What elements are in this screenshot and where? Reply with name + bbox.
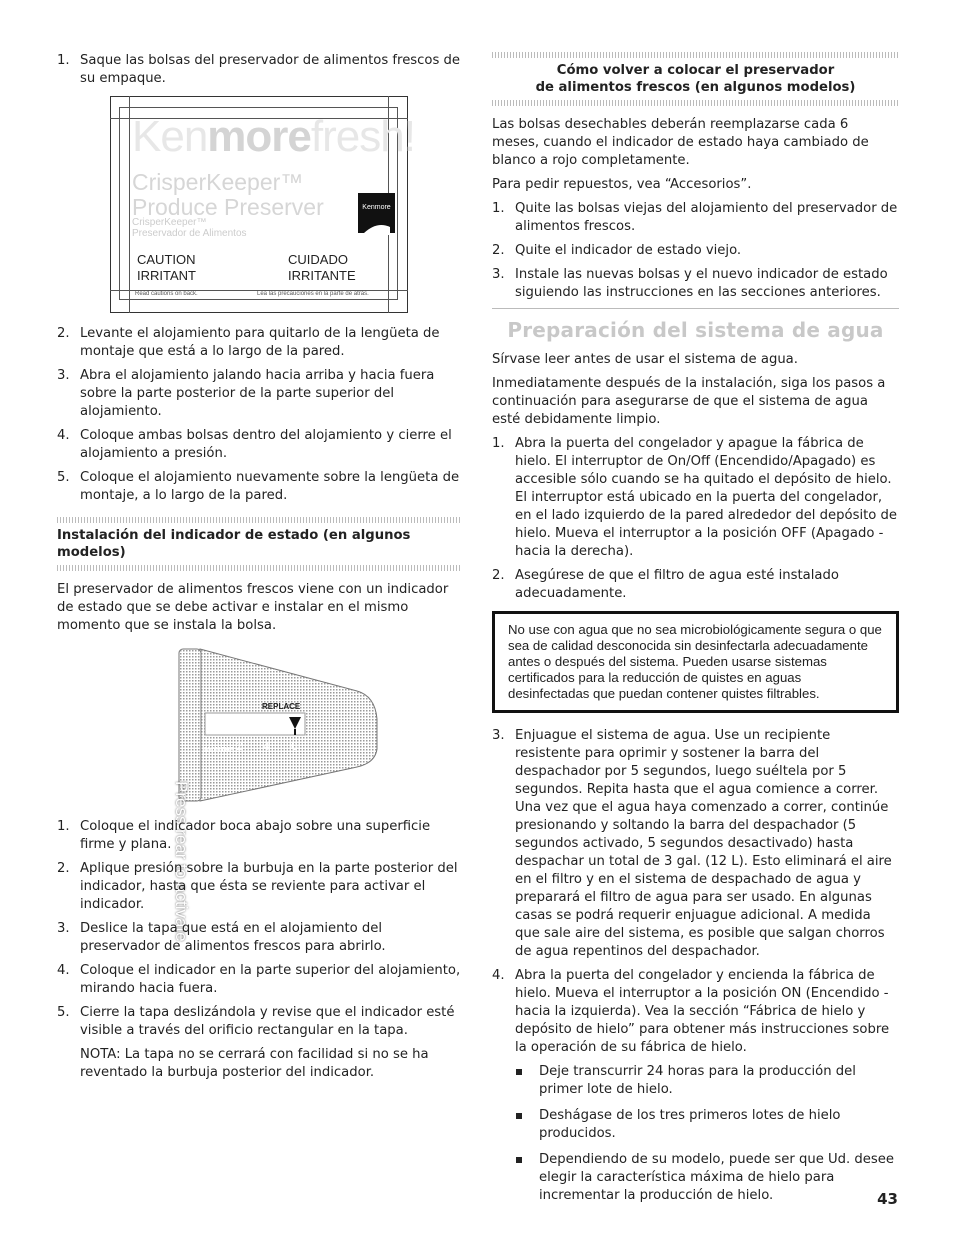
section-heading-replace: Cómo volver a colocar el preservador de alimentos frescos (en algunos modelos) [535, 63, 856, 95]
step-list-bag [57, 52, 462, 88]
month-tick-4: 4 [263, 739, 270, 753]
divider [492, 308, 899, 309]
list-item: 1. Coloque el indicador boca abajo sobre una superficie firme y plana. [57, 819, 431, 852]
caution-english: CAUTION IRRITANT [137, 252, 196, 283]
list-item [57, 52, 462, 88]
paragraph: Inmediatamente después de la instalación, siga los pasos a continuación para asegurarse de que el sistema de agua esté debidamente limpio. [492, 376, 886, 427]
section-title-water-system: Preparación del sistema de agua [507, 318, 884, 342]
paragraph: Sírvase leer antes de usar el sistema de agua. [492, 352, 798, 367]
logo-swoosh-icon [362, 219, 392, 237]
fine-print-english: Read cautions on back. [135, 291, 198, 297]
list-item: 4. Coloque ambas bolsas dentro del alojamiento y cierre el alojamiento a presión. [57, 428, 452, 461]
month-tick-2: 2 [236, 739, 243, 753]
list-item: 5. Coloque el alojamiento nuevamente sobre la lengüeta de montaje, a lo largo de la pared. [57, 470, 460, 503]
list-item: 3. Enjuague el sistema de agua. Use un recipiente resistente para oprimir y sostener la barra del despachador por 5 segundos, luego suéltela por 5 segundos. Repita hasta que el agua comience a correr. Una vez que el agua haya comenzado a correr, continúe presionando y soltando la barra del despachador (5 segundos activado, 5 segundos desactivado) hasta despachar un total de 3 gal. (12 L). Esto eliminará el aire en el filtro y en el sistema de despachado de agua y preparará el filtro de agua para ser usado. En algunas casas se podrá requerir enjuague adicional. A medida que sale aire del sistema, es posible que salgan chorros de agua repentinos del despachador. [492, 728, 892, 959]
list-item: 3. Abra el alojamiento jalando hacia arriba y hacia fuera sobre la parte posterior de la parte superior del alojamiento. [57, 368, 435, 419]
section-heading-indicator: Instalación del indicador de estado (en algunos modelos) [57, 528, 411, 560]
divider [57, 565, 462, 571]
paragraph: Para pedir repuestos, vea “Accesorios”. [492, 177, 752, 192]
list-item: 5. Cierre la tapa deslizándola y revise que el indicador esté visible a través del orificio rectangular en la tapa. [57, 1005, 455, 1038]
list-item: Dependiendo de su modelo, puede ser que Ud. desee elegir la característica máxima de hielo para incrementar la producción de hielo. [492, 1151, 899, 1205]
list-item: 2. Levante el alojamiento para quitarlo de la lengüeta de montaje que está a lo largo de la pared. [57, 326, 440, 359]
bullet-square-icon [516, 1069, 522, 1075]
list-item: 2. Aplique presión sobre la burbuja en la parte posterior del indicador, hasta que ésta se reviente para activar el indicador. [57, 861, 458, 912]
replace-label: REPLACE [262, 702, 301, 711]
product-name-small: CrisperKeeper™ Preservador de Alimentos [132, 217, 247, 239]
indicator-intro: El preservador de alimentos frescos viene con un indicador de estado que se debe activar e instalar en el mismo momento que se instala la bolsa. [57, 582, 449, 633]
step-list-replace [492, 200, 899, 302]
kenmore-logo: Kenmore [358, 193, 395, 233]
step-text: Saque las bolsas del preservador de alimentos frescos de su empaque. [80, 53, 461, 86]
list-item: 1. Abra la puerta del congelador y apague la fábrica de hielo. El interruptor de On/Off (Encendido/Apagado) es accesible sólo cuando se ha quitado el depósito de hielo. El interruptor está ubicado en la puerta del congelador, en el lado izquierdo de la pared alrededor del depósito de hielo. Mueva el interruptor a la posición OFF (Apagado - hacia la derecha). [492, 436, 898, 559]
divider [57, 517, 462, 523]
activate-instruction: Press rear to activate [172, 781, 191, 942]
bullet-square-icon [516, 1113, 522, 1119]
month-tick-6: 6 [291, 739, 298, 753]
divider [492, 100, 899, 106]
product-name: CrisperKeeper™ Produce Preserver [132, 169, 324, 220]
list-item: 3. Instale las nuevas bolsas y el nuevo indicador de estado siguiendo las instrucciones en las secciones anteriores. [492, 267, 888, 300]
left-column [57, 52, 462, 1088]
step-list-housing [57, 325, 462, 505]
bullet-list [492, 1063, 899, 1205]
list-item: Deje transcurrir 24 horas para la producción del primer lote de hielo. [492, 1063, 899, 1099]
fine-print-spanish: Lea las precauciones en la parte de atrás. [257, 291, 369, 297]
step-list-indicator [57, 818, 462, 1040]
list-item: 3. Deslice la tapa que está en el alojamiento del preservador de alimentos frescos para abrirlo. [57, 921, 386, 954]
brand-logo-text: Kenmorefresh! [132, 112, 415, 161]
paragraph: Las bolsas desechables deberán reemplazarse cada 6 meses, cuando el indicador de estado haya cambiado de blanco a rojo completamente. [492, 117, 869, 168]
divider [492, 52, 899, 58]
note: NOTA: La tapa no se cerrará con facilidad si no se ha reventado la burbuja posterior del indicador. [80, 1047, 429, 1080]
caution-spanish: CUIDADO IRRITANTE [288, 252, 356, 283]
list-item: 4. Coloque el indicador en la parte superior del alojamiento, mirando hacia fuera. [57, 963, 461, 996]
list-item: 2. Asegúrese de que el filtro de agua esté instalado adecuadamente. [492, 568, 839, 601]
page-number: 43 [877, 1190, 898, 1208]
list-item: 1. Quite las bolsas viejas del alojamiento del preservador de alimentos frescos. [492, 201, 898, 234]
step-list-water [492, 435, 899, 603]
right-column [492, 52, 899, 1213]
list-item: 2. Quite el indicador de estado viejo. [492, 243, 742, 258]
list-item: Deshágase de los tres primeros lotes de hielo producidos. [492, 1107, 899, 1143]
months-label: MONTHS [204, 747, 235, 754]
crisperkeeper-label-figure [110, 96, 415, 313]
step-list-flush [492, 727, 899, 1057]
warning-box: No use con agua que no sea microbiológicamente segura o que sea de calidad desconocida sin desinfectarla adecuadamente antes o después del sistema. Pueden usarse sistemas certificados para la reducción de quistes en aguas desinfectadas que puedan contener quistes filtrables. [492, 611, 899, 713]
bullet-square-icon [516, 1157, 522, 1163]
list-item: 4. Abra la puerta del congelador y encienda la fábrica de hielo. Mueva el interruptor a la posición ON (Encendido - hacia la izquierda). Vea la sección “Fábrica de hielo y depósito de hielo” para obtener más instrucciones sobre la operación de su fábrica de hielo. [492, 968, 890, 1055]
step-number: 1. [57, 53, 70, 68]
